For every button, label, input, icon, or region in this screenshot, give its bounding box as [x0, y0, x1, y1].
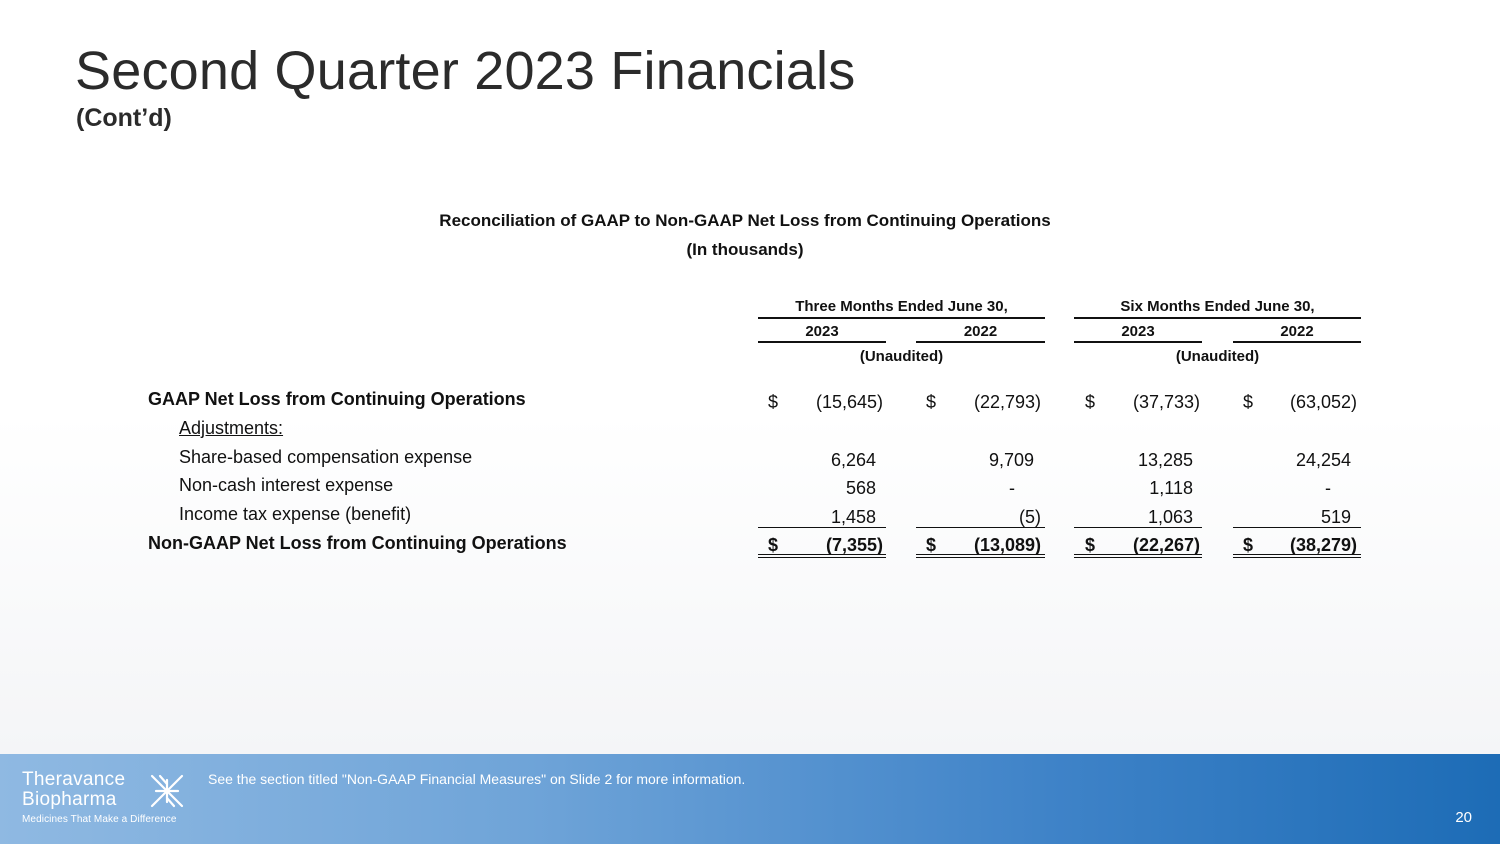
group-header-rule [758, 317, 1045, 319]
year-header-six-2023: 2023 [1121, 323, 1155, 340]
total-double-rule [1074, 554, 1202, 558]
footer-bar [0, 754, 1500, 844]
group-header-three-months: Three Months Ended June 30, [795, 298, 1008, 315]
group-header-rule [1074, 317, 1361, 319]
page-number: 20 [1455, 809, 1472, 826]
year-header-rule [758, 341, 886, 343]
cell-tax-three-2023: 1,458 [830, 507, 876, 527]
cell-tax-six-2022: 519 [1320, 507, 1351, 527]
total-double-rule [1233, 554, 1361, 558]
currency-symbol: $ [1243, 535, 1254, 555]
currency-symbol: $ [1243, 392, 1254, 412]
page-subtitle: (Cont’d) [76, 104, 172, 132]
total-double-rule [916, 554, 1045, 558]
row-label-share-based-compensation: Share-based compensation expense [179, 447, 473, 467]
row-label-non-cash-interest: Non-cash interest expense [179, 475, 394, 495]
subtotal-rule [1233, 527, 1361, 528]
year-header-rule [916, 341, 1045, 343]
cell-gaap-three-2023: (15,645) [815, 392, 883, 412]
year-header-rule [1233, 341, 1361, 343]
cell-sbc-three-2022: 9,709 [988, 450, 1034, 470]
cell-tax-three-2022: (5) [1019, 507, 1041, 527]
logo-wordmark-line2: Biopharma [22, 789, 117, 810]
cell-sbc-three-2023: 6,264 [830, 450, 876, 470]
logo-wordmark-line1: Theravance [22, 769, 126, 790]
cell-interest-six-2023: 1,118 [1149, 478, 1193, 498]
total-double-rule [758, 554, 886, 558]
year-header-three-2022: 2022 [963, 323, 998, 340]
unaudited-note-three-months: (Unaudited) [859, 348, 944, 365]
group-header-six-months: Six Months Ended June 30, [1120, 298, 1315, 315]
currency-symbol: $ [1085, 535, 1096, 555]
cell-interest-six-2022: - [1325, 478, 1331, 498]
row-label-non-gaap-net-loss: Non-GAAP Net Loss from Continuing Operations [148, 533, 567, 553]
currency-symbol: $ [926, 535, 937, 555]
currency-symbol: $ [926, 392, 937, 412]
cell-nongaap-three-2023: (7,355) [825, 535, 883, 555]
row-label-gaap-net-loss: GAAP Net Loss from Continuing Operations [148, 389, 526, 409]
subtotal-rule [916, 527, 1045, 528]
cell-sbc-six-2023: 13,285 [1137, 450, 1193, 470]
year-header-rule [1074, 341, 1202, 343]
subtotal-rule [758, 527, 886, 528]
cell-interest-three-2022: - [1009, 478, 1015, 498]
cell-interest-three-2023: 568 [845, 478, 876, 498]
company-logo [22, 770, 177, 825]
currency-symbol: $ [768, 535, 779, 555]
unaudited-note-six-months: (Unaudited) [1175, 348, 1260, 365]
year-header-three-2023: 2023 [805, 323, 839, 340]
footnote: See the section titled "Non-GAAP Financial Measures" on Slide 2 for more information. [208, 771, 746, 787]
row-label-adjustments: Adjustments: [179, 418, 284, 438]
cell-gaap-six-2022: (63,052) [1289, 392, 1357, 412]
table-units: (In thousands) [686, 240, 804, 259]
cell-nongaap-six-2022: (38,279) [1289, 535, 1357, 555]
cell-tax-six-2023: 1,063 [1147, 507, 1193, 527]
subtotal-rule [1074, 527, 1202, 528]
row-label-income-tax: Income tax expense (benefit) [179, 504, 412, 524]
cell-gaap-three-2022: (22,793) [973, 392, 1041, 412]
currency-symbol: $ [768, 392, 779, 412]
starburst-logo-icon [148, 772, 186, 810]
cell-nongaap-three-2022: (13,089) [973, 535, 1041, 555]
logo-tagline: Medicines That Make a Difference [22, 814, 177, 825]
table-title: Reconciliation of GAAP to Non-GAAP Net Loss from Continuing Operations [439, 211, 1051, 230]
year-header-six-2022: 2022 [1280, 323, 1314, 340]
cell-sbc-six-2022: 24,254 [1295, 450, 1351, 470]
cell-gaap-six-2023: (37,733) [1132, 392, 1200, 412]
cell-nongaap-six-2023: (22,267) [1132, 535, 1200, 555]
currency-symbol: $ [1085, 392, 1096, 412]
page-title: Second Quarter 2023 Financials [75, 41, 856, 101]
